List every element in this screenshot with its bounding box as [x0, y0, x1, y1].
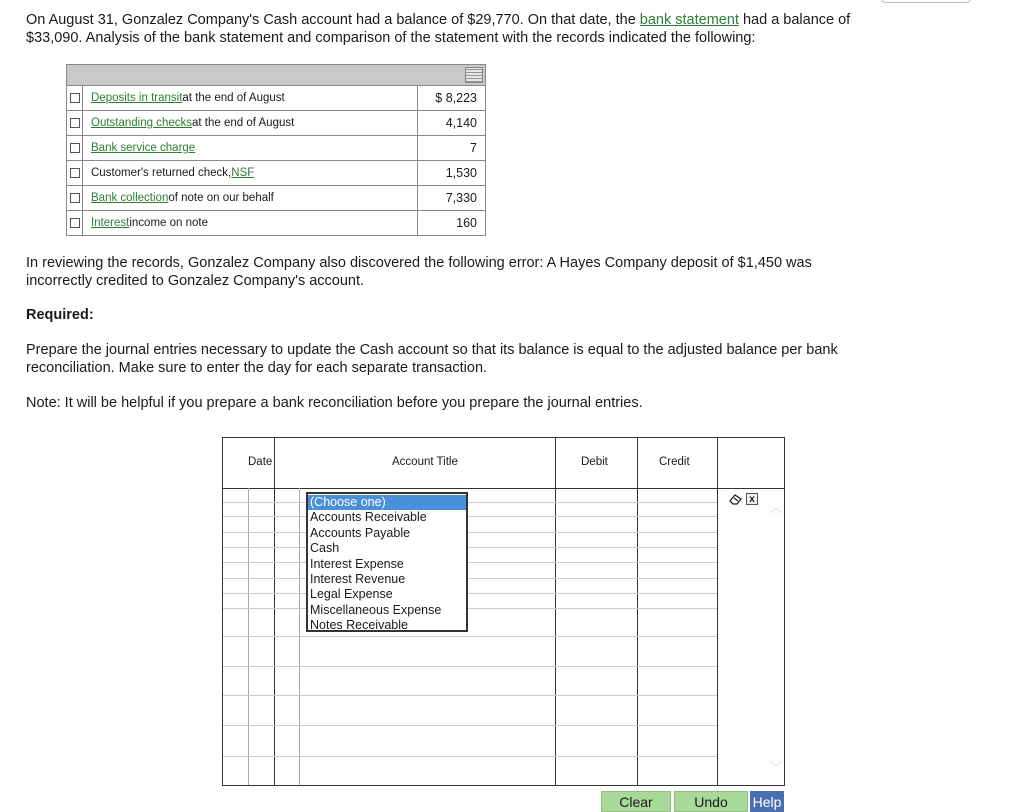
dropdown-option[interactable]: Accounts Payable: [310, 525, 411, 540]
header-account-title: Account Title: [392, 456, 458, 468]
note-text: Note: It will be helpful if you prepare a bank reconciliation before you prepare the journal entries.: [26, 395, 643, 411]
help-button[interactable]: Help: [750, 791, 784, 812]
journal-row-line: [223, 547, 717, 548]
info-value: 160: [456, 216, 477, 230]
instructions-text-2: reconciliation. Make sure to enter the day for each separate transaction.: [26, 360, 488, 376]
journal-row-line: [223, 562, 717, 563]
journal-row-line: [223, 666, 717, 667]
info-term-link[interactable]: Outstanding checks: [91, 117, 193, 129]
info-value: 4,140: [445, 116, 477, 130]
account-title-dropdown[interactable]: [306, 492, 468, 632]
col-divider: [274, 438, 275, 785]
intro-text-2: had a balance of: [742, 12, 851, 28]
journal-header: [223, 438, 784, 489]
info-term-link[interactable]: NSF: [231, 167, 255, 179]
info-table-header: [66, 64, 486, 86]
info-label: [83, 161, 418, 185]
info-label: [83, 186, 418, 210]
instructions-paragraph: [26, 341, 838, 377]
info-row: [66, 136, 486, 161]
dropdown-option[interactable]: Notes Receivable: [310, 618, 408, 633]
info-row: [66, 186, 486, 211]
info-term-link[interactable]: Bank service charge: [91, 142, 196, 154]
row-checkbox[interactable]: [67, 161, 83, 185]
col-divider: [637, 438, 638, 785]
row-checkbox[interactable]: [67, 86, 83, 110]
journal-row-line: [223, 502, 717, 503]
journal-row-line: [223, 756, 717, 757]
dropdown-option[interactable]: Legal Expense: [310, 587, 393, 602]
intro-paragraph: [26, 11, 850, 47]
header-credit: Credit: [659, 456, 690, 468]
info-term-link[interactable]: Interest: [91, 217, 130, 229]
col-divider: [717, 438, 718, 785]
header-date: Date: [248, 456, 273, 468]
row-checkbox[interactable]: [67, 211, 83, 235]
delete-row-icon[interactable]: x: [746, 493, 758, 505]
info-label-rest: at the end of August: [192, 117, 295, 129]
info-row: [66, 211, 486, 236]
row-checkbox[interactable]: [67, 136, 83, 160]
col-divider: [555, 438, 556, 785]
bank-info-table: [66, 64, 486, 236]
dropdown-option[interactable]: Interest Expense: [310, 556, 404, 571]
info-label-rest: income on note: [129, 217, 208, 229]
info-value: $ 8,223: [435, 91, 477, 105]
info-grid-icon[interactable]: [465, 67, 483, 83]
info-term-link[interactable]: Deposits in transit: [91, 92, 183, 104]
info-label: [83, 111, 418, 135]
row-checkbox-icon[interactable]: [70, 168, 80, 178]
info-value: 7,330: [445, 191, 477, 205]
info-label-pre: Customer's returned check,: [91, 167, 232, 179]
info-row: [66, 111, 486, 136]
dropdown-option[interactable]: Accounts Receivable: [310, 510, 427, 525]
scroll-down-icon[interactable]: ﹀: [770, 760, 783, 774]
journal-row-line: [223, 636, 717, 637]
journal-row-line: [223, 608, 717, 609]
eraser-icon[interactable]: [729, 493, 743, 505]
dropdown-option[interactable]: (Choose one): [308, 495, 466, 510]
dropdown-option[interactable]: Cash: [310, 541, 340, 556]
dropdown-option[interactable]: Interest Revenue: [310, 572, 406, 587]
journal-row-line: [223, 516, 717, 517]
journal-row-line: [223, 578, 717, 579]
row-checkbox-icon[interactable]: [70, 218, 80, 228]
info-label: [83, 136, 418, 160]
instructions-text-1: Prepare the journal entries necessary to update the Cash account so that its balance is equal to the adjusted balance per bank: [26, 342, 838, 358]
info-label-rest: of note on our behalf: [168, 192, 274, 204]
scroll-up-icon[interactable]: ︿: [770, 501, 783, 515]
info-label: [83, 211, 418, 235]
top-right-tab-edge: [880, 0, 972, 3]
intro-text-1: On August 31, Gonzalez Company's Cash account had a balance of $29,770. On that date, the: [26, 12, 636, 28]
info-term-link[interactable]: Bank collection: [91, 192, 169, 204]
row-controls: [729, 493, 758, 505]
journal-row-line: [223, 593, 717, 594]
row-checkbox-icon[interactable]: [70, 93, 80, 103]
intro-text-3: $33,090. Analysis of the bank statement and comparison of the statement with the records indicated the following:: [26, 30, 756, 46]
bank-statement-link[interactable]: bank statement: [639, 12, 739, 28]
journal-row-line: [223, 695, 717, 696]
dropdown-option[interactable]: Miscellaneous Expense: [310, 602, 442, 617]
row-checkbox[interactable]: [67, 111, 83, 135]
undo-button[interactable]: Undo: [674, 791, 748, 812]
error-paragraph: [26, 254, 812, 290]
error-text-2: incorrectly credited to Gonzalez Company's account.: [26, 273, 365, 289]
info-row: [66, 161, 486, 186]
row-checkbox[interactable]: [67, 186, 83, 210]
error-text-1: In reviewing the records, Gonzalez Company also discovered the following error: A Hayes Company deposit of $1,450 was: [26, 255, 812, 271]
row-checkbox-icon[interactable]: [70, 193, 80, 203]
row-checkbox-icon[interactable]: [70, 118, 80, 128]
journal-row-line: [223, 532, 717, 533]
row-checkbox-icon[interactable]: [70, 143, 80, 153]
info-label: [83, 86, 418, 110]
header-debit: Debit: [581, 456, 608, 468]
clear-button[interactable]: Clear: [601, 791, 671, 812]
info-value: 7: [470, 141, 477, 155]
info-row: [66, 86, 486, 111]
journal-row-line: [223, 725, 717, 726]
required-heading: Required:: [26, 307, 94, 323]
info-value: 1,530: [445, 166, 477, 180]
info-label-rest: at the end of August: [182, 92, 285, 104]
